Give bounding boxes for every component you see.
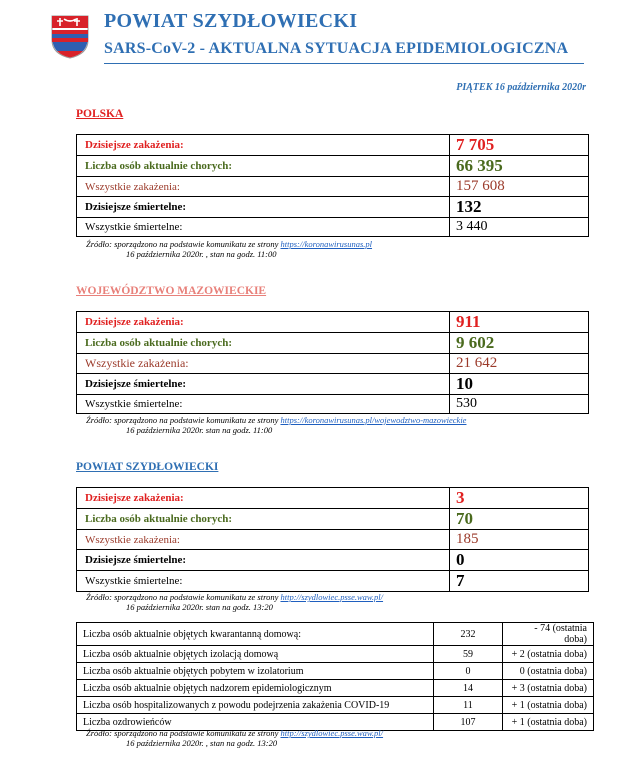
table-row — [77, 663, 594, 680]
section-heading-mazowieckie: WOJEWÓDZTWO MAZOWIECKIE — [76, 285, 267, 297]
source-date: 16 października 2020r. stan na godz. 11:00 — [126, 425, 273, 435]
row-value: 911 — [450, 312, 589, 333]
table-row — [77, 218, 589, 237]
table-row — [77, 550, 589, 571]
row-label: Wszystkie śmiertelne: — [77, 218, 450, 237]
table-row — [77, 571, 589, 592]
source-link[interactable]: https://koronawirusunas.pl/wojewodztwo-mazowieckie — [280, 415, 467, 425]
table-row — [77, 509, 589, 530]
source-date: 16 października 2020r. , stan na godz. 11:00 — [126, 249, 277, 259]
row-value: 3 440 — [450, 218, 589, 237]
row-label: Dzisiejsze zakażenia: — [77, 135, 450, 156]
row-label: Liczba osób aktualnie chorych: — [77, 509, 450, 530]
row-value: 66 395 — [450, 156, 589, 177]
row-value: 59 — [434, 646, 503, 663]
row-label: Liczba osób hospitalizowanych z powodu podejrzenia zakażenia COVID-19 — [77, 697, 434, 714]
row-label: Liczba osób aktualnie chorych: — [77, 333, 450, 354]
row-value: 3 — [450, 488, 589, 509]
source-note-quarantine — [86, 728, 383, 748]
row-value: 0 — [434, 663, 503, 680]
row-change: 0 (ostatnia doba) — [503, 663, 594, 680]
row-label: Liczba ozdrowieńców — [77, 714, 434, 731]
source-note-mazowieckie — [86, 415, 466, 435]
row-label: Liczba osób aktualnie objętych izolacją domową — [77, 646, 434, 663]
row-label: Wszystkie zakażenia: — [77, 177, 450, 197]
row-label: Liczba osób aktualnie chorych: — [77, 156, 450, 177]
page-subtitle: SARS-CoV-2 - AKTUALNA SYTUACJA EPIDEMIOLOGICZNA — [104, 40, 569, 57]
table-row — [77, 530, 589, 550]
table-row — [77, 135, 589, 156]
row-label: Wszystkie zakażenia: — [77, 354, 450, 374]
table-mazowieckie — [76, 311, 589, 414]
row-value: 70 — [450, 509, 589, 530]
table-row — [77, 680, 594, 697]
source-link[interactable]: https://koronawirusunas.pl — [280, 239, 373, 249]
source-date: 16 października 2020r. stan na godz. 13:20 — [126, 602, 273, 612]
source-note-polska — [86, 239, 372, 259]
row-value: 10 — [450, 374, 589, 395]
source-date: 16 października 2020r. , stan na godz. 13:20 — [126, 738, 278, 748]
table-quarantine — [76, 622, 594, 731]
row-label: Wszystkie śmiertelne: — [77, 395, 450, 414]
row-change: + 1 (ostatnia doba) — [503, 697, 594, 714]
source-text: Źródło: sporządzono na podstawie komunikatu ze strony — [86, 728, 281, 738]
page-title: POWIAT SZYDŁOWIECKI — [104, 10, 358, 32]
table-row — [77, 312, 589, 333]
source-text: Źródło: sporządzono na podstawie komunikatu ze strony — [86, 592, 281, 602]
row-value: 14 — [434, 680, 503, 697]
table-row — [77, 646, 594, 663]
row-label: Dzisiejsze zakażenia: — [77, 312, 450, 333]
table-row — [77, 623, 594, 646]
section-heading-szydlowiecki: POWIAT SZYDŁOWIECKI — [76, 461, 219, 473]
row-value: 530 — [450, 395, 589, 414]
row-change: + 3 (ostatnia doba) — [503, 680, 594, 697]
row-change: - 74 (ostatnia doba) — [503, 623, 594, 646]
row-label: Liczba osób aktualnie objętych pobytem w izolatorium — [77, 663, 434, 680]
row-label: Dzisiejsze śmiertelne: — [77, 374, 450, 395]
table-row — [77, 354, 589, 374]
table-row — [77, 395, 589, 414]
row-value: 21 642 — [450, 354, 589, 374]
row-label: Dzisiejsze śmiertelne: — [77, 197, 450, 218]
row-label: Dzisiejsze śmiertelne: — [77, 550, 450, 571]
row-label: Wszystkie zakażenia: — [77, 530, 450, 550]
table-row — [77, 156, 589, 177]
row-value: 157 608 — [450, 177, 589, 197]
row-value: 132 — [450, 197, 589, 218]
source-link[interactable]: http://szydlowiec.psse.waw.pl/ — [280, 728, 384, 738]
table-row — [77, 488, 589, 509]
table-row — [77, 197, 589, 218]
source-text: Źródło: sporządzono na podstawie komunikatu ze strony — [86, 239, 281, 249]
row-label: Dzisiejsze zakażenia: — [77, 488, 450, 509]
row-value: 7 — [450, 571, 589, 592]
row-label: Liczba osób aktualnie objętych kwarantanną domową: — [77, 623, 434, 646]
row-change: + 2 (ostatnia doba) — [503, 646, 594, 663]
row-label: Liczba osób aktualnie objętych nadzorem epidemiologicznym — [77, 680, 434, 697]
report-date: PIĄTEK 16 października 2020r — [456, 82, 586, 93]
coat-of-arms-icon — [50, 14, 90, 60]
table-row — [77, 177, 589, 197]
row-change: + 1 (ostatnia doba) — [503, 714, 594, 731]
row-value: 11 — [434, 697, 503, 714]
table-polska — [76, 134, 589, 237]
row-value: 107 — [434, 714, 503, 731]
row-value: 232 — [434, 623, 503, 646]
table-row — [77, 374, 589, 395]
source-note-szydlowiecki — [86, 592, 383, 612]
row-value: 185 — [450, 530, 589, 550]
table-row — [77, 333, 589, 354]
source-link[interactable]: http://szydlowiec.psse.waw.pl/ — [280, 592, 384, 602]
section-heading-polska: POLSKA — [76, 108, 124, 120]
row-value: 7 705 — [450, 135, 589, 156]
row-value: 0 — [450, 550, 589, 571]
row-value: 9 602 — [450, 333, 589, 354]
table-szydlowiecki — [76, 487, 589, 592]
header-divider — [104, 63, 584, 64]
row-label: Wszystkie śmiertelne: — [77, 571, 450, 592]
table-row — [77, 697, 594, 714]
source-text: Źródło: sporządzono na podstawie komunikatu ze strony — [86, 415, 281, 425]
